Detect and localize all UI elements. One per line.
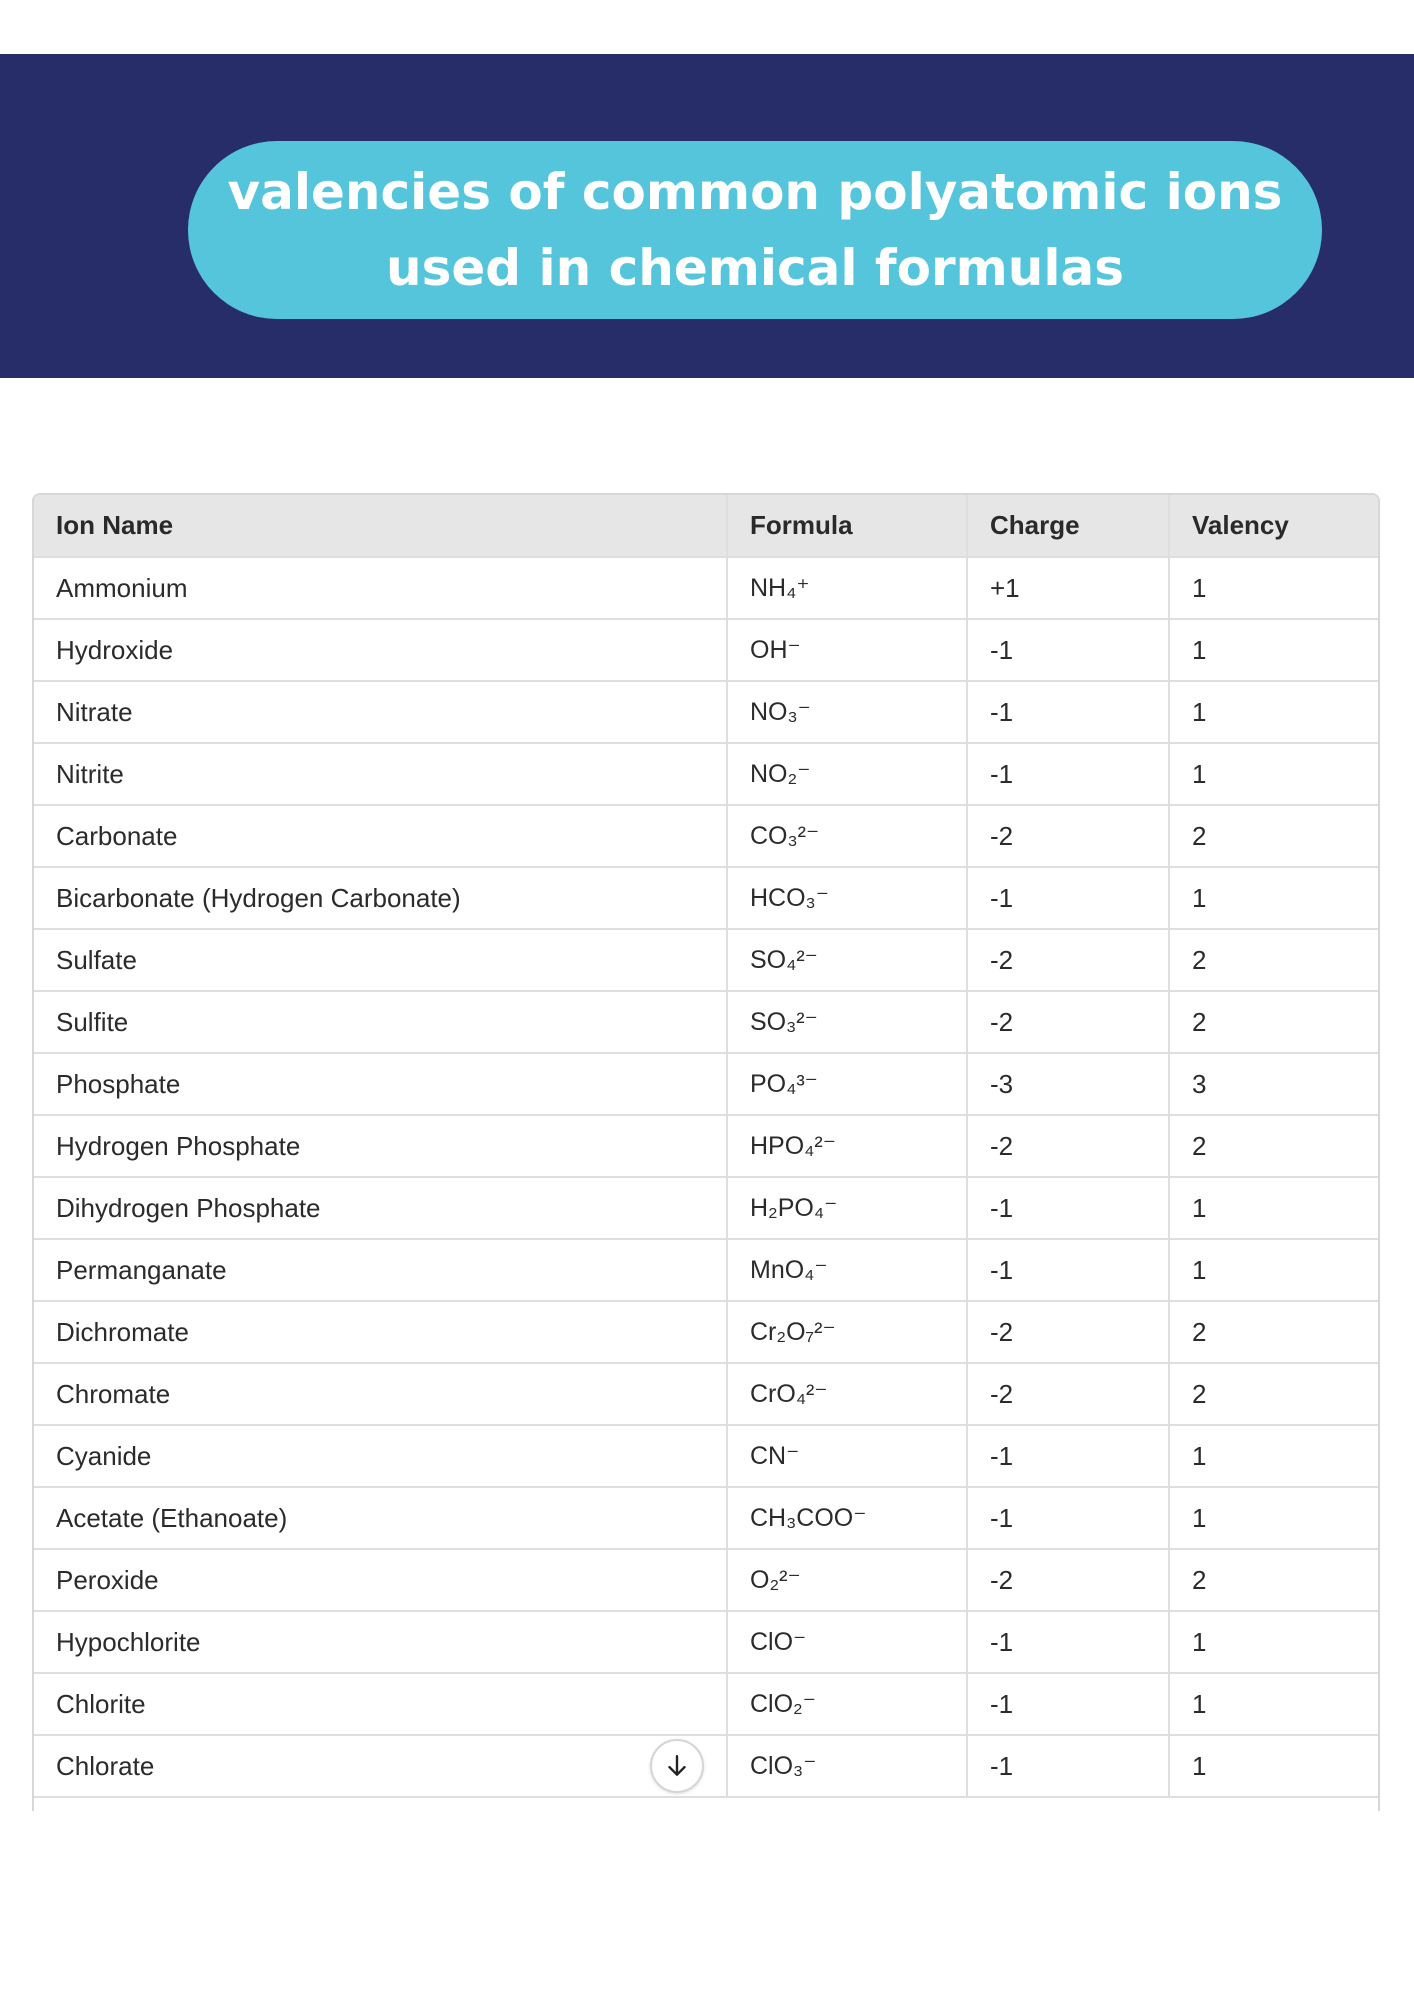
charge-cell-text: -1 — [990, 758, 1014, 789]
charge-cell — [967, 1363, 1169, 1425]
arrow-down-icon — [664, 1753, 690, 1779]
ion-name-cell-text: Phosphate — [56, 1068, 181, 1099]
valency-cell-text: 1 — [1192, 1192, 1207, 1223]
table-row — [34, 1053, 1380, 1115]
valency-cell — [1169, 1549, 1380, 1611]
valency-cell — [1169, 1425, 1380, 1487]
valency-cell-text: 2 — [1192, 1564, 1207, 1595]
ion-name-cell-text: Chlorite — [56, 1688, 146, 1719]
valency-cell — [1169, 1363, 1380, 1425]
table-row — [34, 1239, 1380, 1301]
scroll-down-button[interactable] — [650, 1739, 704, 1793]
table-row — [34, 929, 1380, 991]
formula-cell-text: SO₃²⁻ — [750, 1008, 818, 1036]
valency-cell-text: 2 — [1192, 944, 1207, 975]
formula-cell — [727, 1363, 967, 1425]
ion-name-cell — [34, 1549, 727, 1611]
charge-cell-text: -2 — [990, 1378, 1014, 1409]
valency-cell — [1169, 619, 1380, 681]
valency-cell — [1169, 1301, 1380, 1363]
valency-cell — [1169, 991, 1380, 1053]
valency-cell-text: 1 — [1192, 882, 1207, 913]
charge-cell-text: -1 — [990, 1750, 1014, 1781]
ion-name-cell-text: Sulfite — [56, 1006, 129, 1037]
formula-cell-text: NO₂⁻ — [750, 760, 811, 788]
valency-table-container[interactable] — [32, 493, 1380, 1811]
charge-cell — [967, 1549, 1169, 1611]
ion-name-cell-text: Sulfate — [56, 944, 137, 975]
table-header-row — [34, 495, 1380, 557]
ion-name-cell — [34, 1053, 727, 1115]
ion-name-cell-text: Hypochlorite — [56, 1626, 201, 1657]
formula-cell-text: MnO₄⁻ — [750, 1256, 828, 1284]
valency-cell — [1169, 681, 1380, 743]
charge-cell — [967, 1673, 1169, 1735]
ion-name-cell — [34, 1301, 727, 1363]
charge-cell — [967, 1611, 1169, 1673]
valency-cell-text: 1 — [1192, 1502, 1207, 1533]
charge-cell — [967, 743, 1169, 805]
valency-cell — [1169, 1053, 1380, 1115]
charge-cell — [967, 805, 1169, 867]
header-ion-name: Ion Name — [34, 495, 727, 557]
charge-cell — [967, 991, 1169, 1053]
charge-cell-text: -1 — [990, 696, 1014, 727]
table-row — [34, 1735, 1380, 1797]
ion-name-cell-text: Hydrogen Phosphate — [56, 1130, 301, 1161]
table-row — [34, 1673, 1380, 1735]
ion-name-cell — [34, 929, 727, 991]
valency-cell — [1169, 1177, 1380, 1239]
formula-cell-text: CN⁻ — [750, 1442, 800, 1470]
formula-cell — [727, 1487, 967, 1549]
title-line-2: used in chemical formulas — [385, 239, 1124, 297]
formula-cell-text: ClO⁻ — [750, 1628, 807, 1656]
charge-cell — [967, 1301, 1169, 1363]
charge-cell — [967, 619, 1169, 681]
valency-cell — [1169, 1487, 1380, 1549]
ion-name-cell — [34, 681, 727, 743]
formula-cell-text: NH₄⁺ — [750, 574, 810, 602]
valency-cell-text: 2 — [1192, 1316, 1207, 1347]
formula-cell — [727, 1239, 967, 1301]
formula-cell-text: CrO₄²⁻ — [750, 1380, 828, 1408]
charge-cell-text: -1 — [990, 1688, 1014, 1719]
formula-cell-text: ClO₂⁻ — [750, 1690, 816, 1718]
table-row — [34, 557, 1380, 619]
ion-name-cell — [34, 619, 727, 681]
valency-cell-text: 1 — [1192, 634, 1207, 665]
table-row — [34, 1177, 1380, 1239]
ion-name-cell — [34, 1487, 727, 1549]
formula-cell-text: NO₃⁻ — [750, 698, 811, 726]
ion-name-cell-text: Acetate (Ethanoate) — [56, 1502, 288, 1533]
charge-cell-text: -2 — [990, 1316, 1014, 1347]
ion-name-cell — [34, 991, 727, 1053]
header-valency: Valency — [1169, 495, 1380, 557]
ion-name-cell-text: Dihydrogen Phosphate — [56, 1192, 321, 1223]
formula-cell — [727, 991, 967, 1053]
valency-cell-text: 1 — [1192, 572, 1207, 603]
charge-cell-text: -2 — [990, 1130, 1014, 1161]
table-row — [34, 1549, 1380, 1611]
valency-cell-text: 1 — [1192, 1254, 1207, 1285]
charge-cell — [967, 867, 1169, 929]
valency-cell — [1169, 867, 1380, 929]
valency-cell — [1169, 805, 1380, 867]
table-row — [34, 1115, 1380, 1177]
ion-name-cell — [34, 1363, 727, 1425]
ion-name-cell-text: Dichromate — [56, 1316, 189, 1347]
valency-cell-text: 1 — [1192, 1626, 1207, 1657]
formula-cell-text: OH⁻ — [750, 636, 801, 664]
valency-cell — [1169, 557, 1380, 619]
charge-cell — [967, 1487, 1169, 1549]
ion-name-cell — [34, 1735, 727, 1797]
header-banner — [0, 54, 1414, 378]
ion-name-cell — [34, 1611, 727, 1673]
charge-cell-text: -2 — [990, 1006, 1014, 1037]
title-line-1: valencies of common polyatomic ions — [227, 163, 1283, 221]
valency-cell-text: 2 — [1192, 820, 1207, 851]
ion-name-cell — [34, 1425, 727, 1487]
valency-cell-text: 2 — [1192, 1378, 1207, 1409]
table-row — [34, 619, 1380, 681]
valency-cell-text: 1 — [1192, 1440, 1207, 1471]
charge-cell — [967, 1177, 1169, 1239]
valency-cell — [1169, 1115, 1380, 1177]
table-row — [34, 805, 1380, 867]
charge-cell-text: -1 — [990, 634, 1014, 665]
charge-cell-text: -2 — [990, 820, 1014, 851]
formula-cell — [727, 743, 967, 805]
charge-cell — [967, 1239, 1169, 1301]
valency-cell-text: 1 — [1192, 696, 1207, 727]
charge-cell — [967, 1053, 1169, 1115]
valency-cell-text: 1 — [1192, 1688, 1207, 1719]
ion-name-cell-text: Carbonate — [56, 820, 178, 851]
valency-cell — [1169, 929, 1380, 991]
charge-cell-text: -1 — [990, 1440, 1014, 1471]
formula-cell-text: HPO₄²⁻ — [750, 1132, 836, 1160]
ion-name-cell — [34, 1239, 727, 1301]
valency-cell-text: 3 — [1192, 1068, 1207, 1099]
charge-cell-text: -2 — [990, 944, 1014, 975]
charge-cell-text: -1 — [990, 882, 1014, 913]
header-charge: Charge — [967, 495, 1169, 557]
formula-cell — [727, 1425, 967, 1487]
ion-name-cell-text: Cyanide — [56, 1440, 152, 1471]
ion-name-cell-text: Ammonium — [56, 572, 188, 603]
valency-cell — [1169, 1673, 1380, 1735]
valency-cell-text: 2 — [1192, 1130, 1207, 1161]
charge-cell-text: -2 — [990, 1564, 1014, 1595]
ion-name-cell-text: Peroxide — [56, 1564, 159, 1595]
formula-cell — [727, 1053, 967, 1115]
charge-cell-text: -1 — [990, 1254, 1014, 1285]
ion-name-cell-text: Nitrate — [56, 696, 133, 727]
charge-cell — [967, 1735, 1169, 1797]
table-row — [34, 1363, 1380, 1425]
ion-name-cell-text: Permanganate — [56, 1254, 227, 1285]
formula-cell — [727, 1301, 967, 1363]
formula-cell — [727, 681, 967, 743]
charge-cell — [967, 1425, 1169, 1487]
ion-name-cell — [34, 805, 727, 867]
formula-cell-text: CH₃COO⁻ — [750, 1504, 867, 1532]
formula-cell — [727, 619, 967, 681]
ion-name-cell-text: Hydroxide — [56, 634, 174, 665]
ion-name-cell — [34, 1115, 727, 1177]
charge-cell — [967, 929, 1169, 991]
ion-name-cell — [34, 743, 727, 805]
table-row — [34, 1611, 1380, 1673]
charge-cell-text: +1 — [990, 572, 1020, 603]
title-pill — [188, 141, 1322, 319]
charge-cell — [967, 681, 1169, 743]
valency-cell — [1169, 1735, 1380, 1797]
formula-cell — [727, 805, 967, 867]
formula-cell-text: SO₄²⁻ — [750, 946, 818, 974]
charge-cell-text: -1 — [990, 1502, 1014, 1533]
formula-cell — [727, 1549, 967, 1611]
valency-cell-text: 1 — [1192, 758, 1207, 789]
table-row — [34, 1487, 1380, 1549]
charge-cell-text: -1 — [990, 1626, 1014, 1657]
table-row — [34, 991, 1380, 1053]
formula-cell-text: H₂PO₄⁻ — [750, 1194, 838, 1222]
valency-cell-text: 1 — [1192, 1750, 1207, 1781]
formula-cell — [727, 867, 967, 929]
ion-name-cell-text: Chlorate — [56, 1750, 155, 1781]
formula-cell — [727, 1735, 967, 1797]
charge-cell — [967, 1115, 1169, 1177]
formula-cell-text: ClO₃⁻ — [750, 1752, 817, 1780]
charge-cell — [967, 557, 1169, 619]
formula-cell — [727, 929, 967, 991]
formula-cell-text: HCO₃⁻ — [750, 884, 829, 912]
table-row — [34, 681, 1380, 743]
formula-cell — [727, 1115, 967, 1177]
ion-name-cell — [34, 867, 727, 929]
formula-cell — [727, 1177, 967, 1239]
formula-cell — [727, 1673, 967, 1735]
valency-table — [34, 495, 1380, 1798]
ion-name-cell — [34, 557, 727, 619]
formula-cell-text: O₂²⁻ — [750, 1566, 801, 1594]
formula-cell — [727, 1611, 967, 1673]
formula-cell — [727, 557, 967, 619]
ion-name-cell — [34, 1177, 727, 1239]
ion-name-cell-text: Nitrite — [56, 758, 124, 789]
valency-cell — [1169, 1239, 1380, 1301]
table-row — [34, 867, 1380, 929]
header-formula: Formula — [727, 495, 967, 557]
ion-name-cell-text: Chromate — [56, 1378, 171, 1409]
table-row — [34, 1425, 1380, 1487]
charge-cell-text: -1 — [990, 1192, 1014, 1223]
table-row — [34, 1301, 1380, 1363]
valency-cell-text: 2 — [1192, 1006, 1207, 1037]
table-row — [34, 743, 1380, 805]
valency-cell — [1169, 1611, 1380, 1673]
formula-cell-text: Cr₂O₇²⁻ — [750, 1318, 836, 1346]
ion-name-cell — [34, 1673, 727, 1735]
charge-cell-text: -3 — [990, 1068, 1014, 1099]
ion-name-cell-text: Bicarbonate (Hydrogen Carbonate) — [56, 882, 461, 913]
formula-cell-text: PO₄³⁻ — [750, 1070, 818, 1098]
valency-cell — [1169, 743, 1380, 805]
formula-cell-text: CO₃²⁻ — [750, 822, 820, 850]
